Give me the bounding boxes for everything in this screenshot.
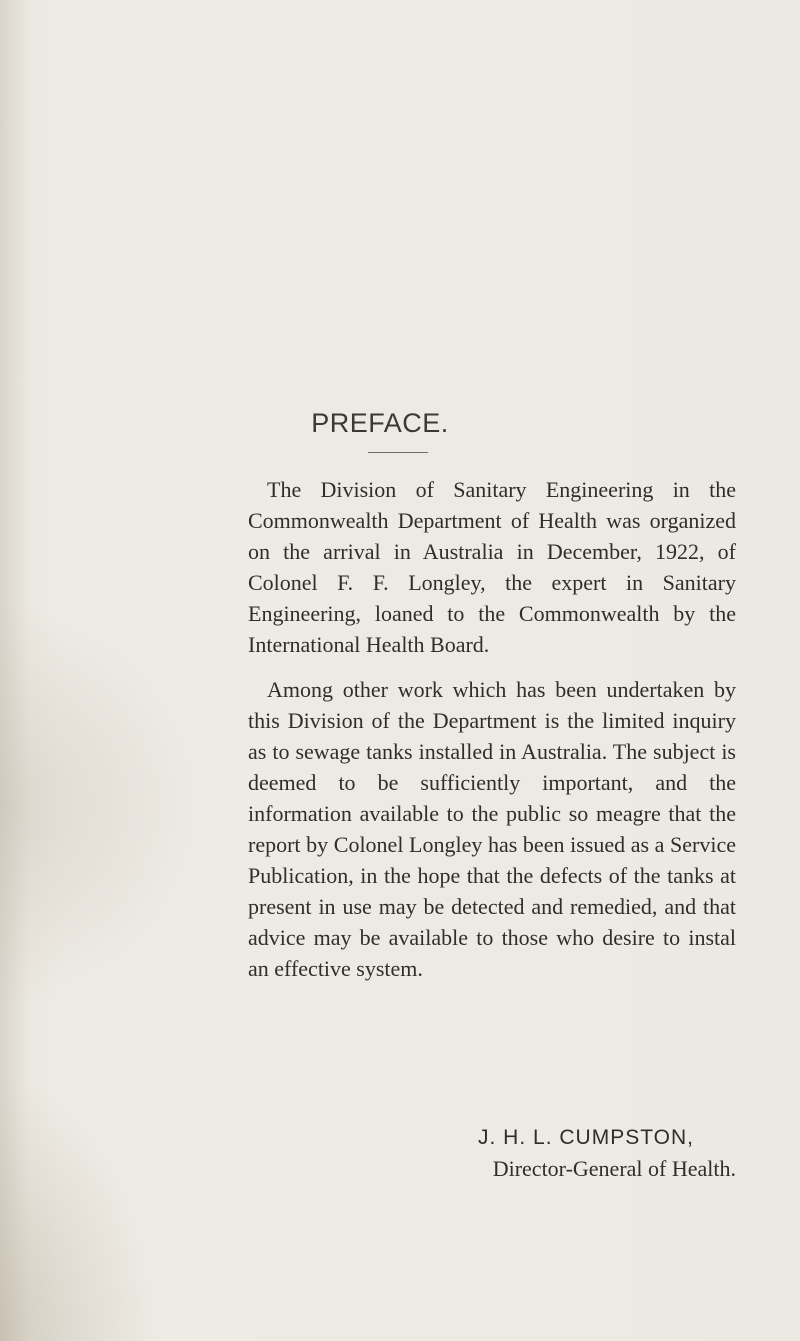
signature-block — [0, 1122, 736, 1184]
signatory-name: J. H. L. CUMPSTON, — [478, 1126, 694, 1149]
page-title: PREFACE. — [311, 408, 449, 438]
title-rule — [368, 452, 428, 453]
paragraph-1: The Division of Sanitary Engineering in the Commonwealth Department of Health was organized on the arrival in Australia in December, 1922, of Colonel F. F. Longley, the expert in Sanitary Engineering, loaned to the Commonwealth by the International Health Board. — [248, 477, 736, 657]
preface-body — [248, 474, 736, 984]
signatory-title: Director-General of Health. — [492, 1156, 736, 1181]
paragraph-2: Among other work which has been undertaken by this Division of the Department is the limited inquiry as to sewage tanks installed in Australia. The subject is deemed to be sufficiently important, and the information available to the public so meagre that the report by Colonel Longley has been issued as a Service Publication, in the hope that the defects of the tanks at present in use may be detected and remedied, and that advice may be available to those who desire to instal an effective system. — [248, 677, 736, 981]
